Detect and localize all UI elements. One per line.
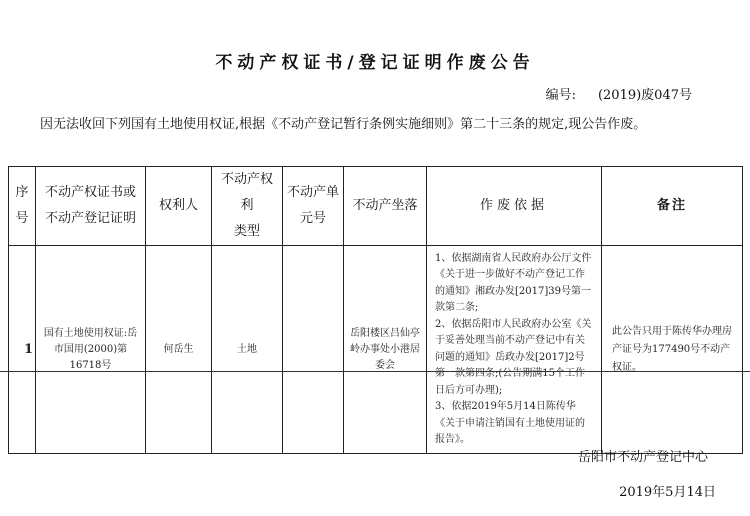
header-location: 不动产坐落 [344,167,427,246]
cell-seq: 1 [9,246,36,454]
cell-holder: 何岳生 [146,246,212,454]
header-seq: 序 号 [9,167,36,246]
header-unit-number: 不动产单 元号 [283,167,344,246]
intro-text: 因无法收回下列国有土地使用权证,根据《不动产登记暂行条例实施细则》第二十三条的规定,现公告作废。 [40,117,647,132]
basis-item: 3、依据2019年5月14日陈传华《关于申请注销国有土地使用证的报告》。 [435,401,585,445]
header-holder: 权利人 [146,167,212,246]
scan-line [0,371,750,372]
basis-item: 1、依据湖南省人民政府办公厅文件《关于进一步做好不动产登记工作的通知》湘政办发[2017]39号第一款第二条; [435,252,592,313]
header-right-type: 不动产权利 类型 [212,167,283,246]
header-basis: 作废依据 [427,167,602,246]
cell-basis [427,246,602,454]
cell-note: 此公告只用于陈传华办理房产证号为177490号不动产权证。 [602,246,743,454]
document-number-label: 编号: [545,88,576,103]
issue-date: 2019年5月14日 [619,485,716,500]
page-title: 不动产权证书/登记证明作废公告 [215,53,535,73]
document-number [546,84,692,103]
basis-item: 2、依据岳阳市人民政府办公室《关于妥善处理当前不动产登记中有关问题的通知》岳政办发[2017]2号第一款第四条;(公告期满15个工作日后方可办理); [435,318,592,396]
table-header-row [9,167,743,246]
cell-location: 岳阳楼区吕仙亭岭办事处小港居委会 [344,246,427,454]
header-note: 备注 [602,167,743,246]
cell-certificate: 国有土地使用权证:岳市国用(2000)第16718号 [36,246,146,454]
cell-unit-number [283,246,344,454]
table-row [9,246,743,454]
void-certificate-table [8,166,743,454]
cell-right-type: 土地 [212,246,283,454]
header-certificate: 不动产权证书或 不动产登记证明 [36,167,146,246]
issuer: 岳阳市不动产登记中心 [577,450,708,465]
document-number-value: (2019)废047号 [597,88,692,103]
